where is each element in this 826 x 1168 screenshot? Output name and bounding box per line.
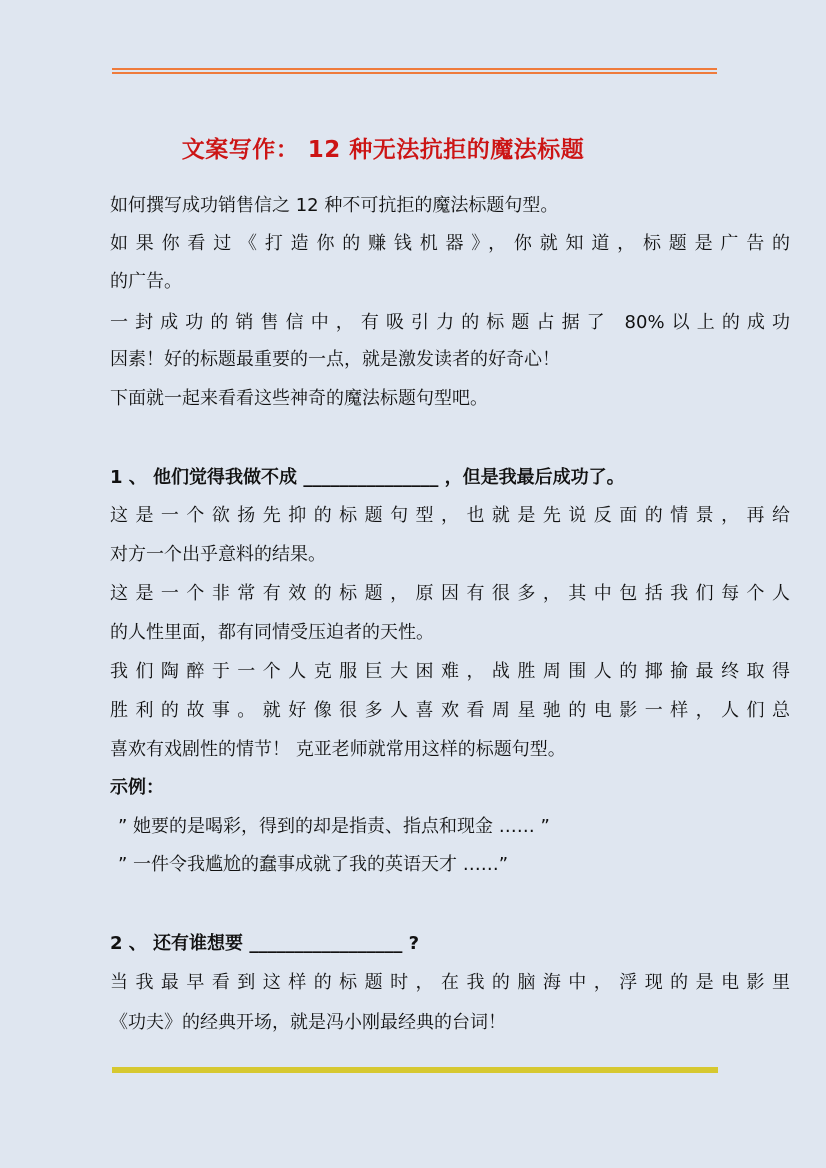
paragraph-line: 的人性里面，都有同情受压迫者的天性。	[110, 622, 434, 643]
top-divider	[112, 68, 717, 75]
intro-line: 下面就一起来看看这些神奇的魔法标题句型吧。	[110, 388, 488, 409]
paragraph-line: 当我最早看到这样的标题时，在我的脑海中，浮现的是电影里	[110, 972, 790, 993]
paragraph-line: 胜利的故事。就好像很多人喜欢看周星驰的电影一样，人们总	[110, 700, 790, 721]
intro-line: 如果你看过《打造你的赚钱机器》，你就知道，标题是广告的	[110, 233, 790, 254]
top-divider-line	[112, 68, 717, 70]
intro-line: 因素！好的标题最重要的一点，就是激发读者的好奇心！	[110, 349, 560, 370]
example-quote: ” 一件令我尴尬的蠢事成就了我的英语天才 ……”	[118, 854, 509, 875]
intro-line: 的广告。	[110, 271, 182, 292]
paragraph-line: 这是一个非常有效的标题，原因有很多，其中包括我们每个人	[110, 583, 790, 604]
paragraph-line: 这是一个欲扬先抑的标题句型，也就是先说反面的情景，再给	[110, 505, 790, 526]
paragraph-line: 《功夫》的经典开场，就是冯小刚最经典的台词！	[110, 1012, 506, 1033]
intro-line: 如何撰写成功销售信之 12 种不可抗拒的魔法标题句型。	[110, 195, 559, 216]
paragraph-line: 对方一个出乎意料的结果。	[110, 544, 326, 565]
bottom-divider	[112, 1067, 718, 1073]
example-label: 示例：	[110, 777, 164, 798]
section-heading: 2 、 还有谁想要 _________________ ?	[110, 933, 420, 954]
top-divider-line	[112, 72, 717, 74]
page-title: 文案写作： 12 种无法抗拒的魔法标题	[181, 137, 585, 163]
example-quote: ” 她要的是喝彩，得到的却是指责、指点和现金 …… ”	[118, 816, 550, 837]
paragraph-line: 喜欢有戏剧性的情节！ 克亚老师就常用这样的标题句型。	[110, 739, 566, 760]
section-heading: 1 、 他们觉得我做不成 _______________ ，但是我最后成功了。	[110, 467, 625, 488]
intro-line: 一封成功的销售信中，有吸引力的标题占据了 80%以上的成功	[110, 312, 790, 333]
paragraph-line: 我们陶醉于一个人克服巨大困难，战胜周围人的揶揄最终取得	[110, 661, 790, 682]
